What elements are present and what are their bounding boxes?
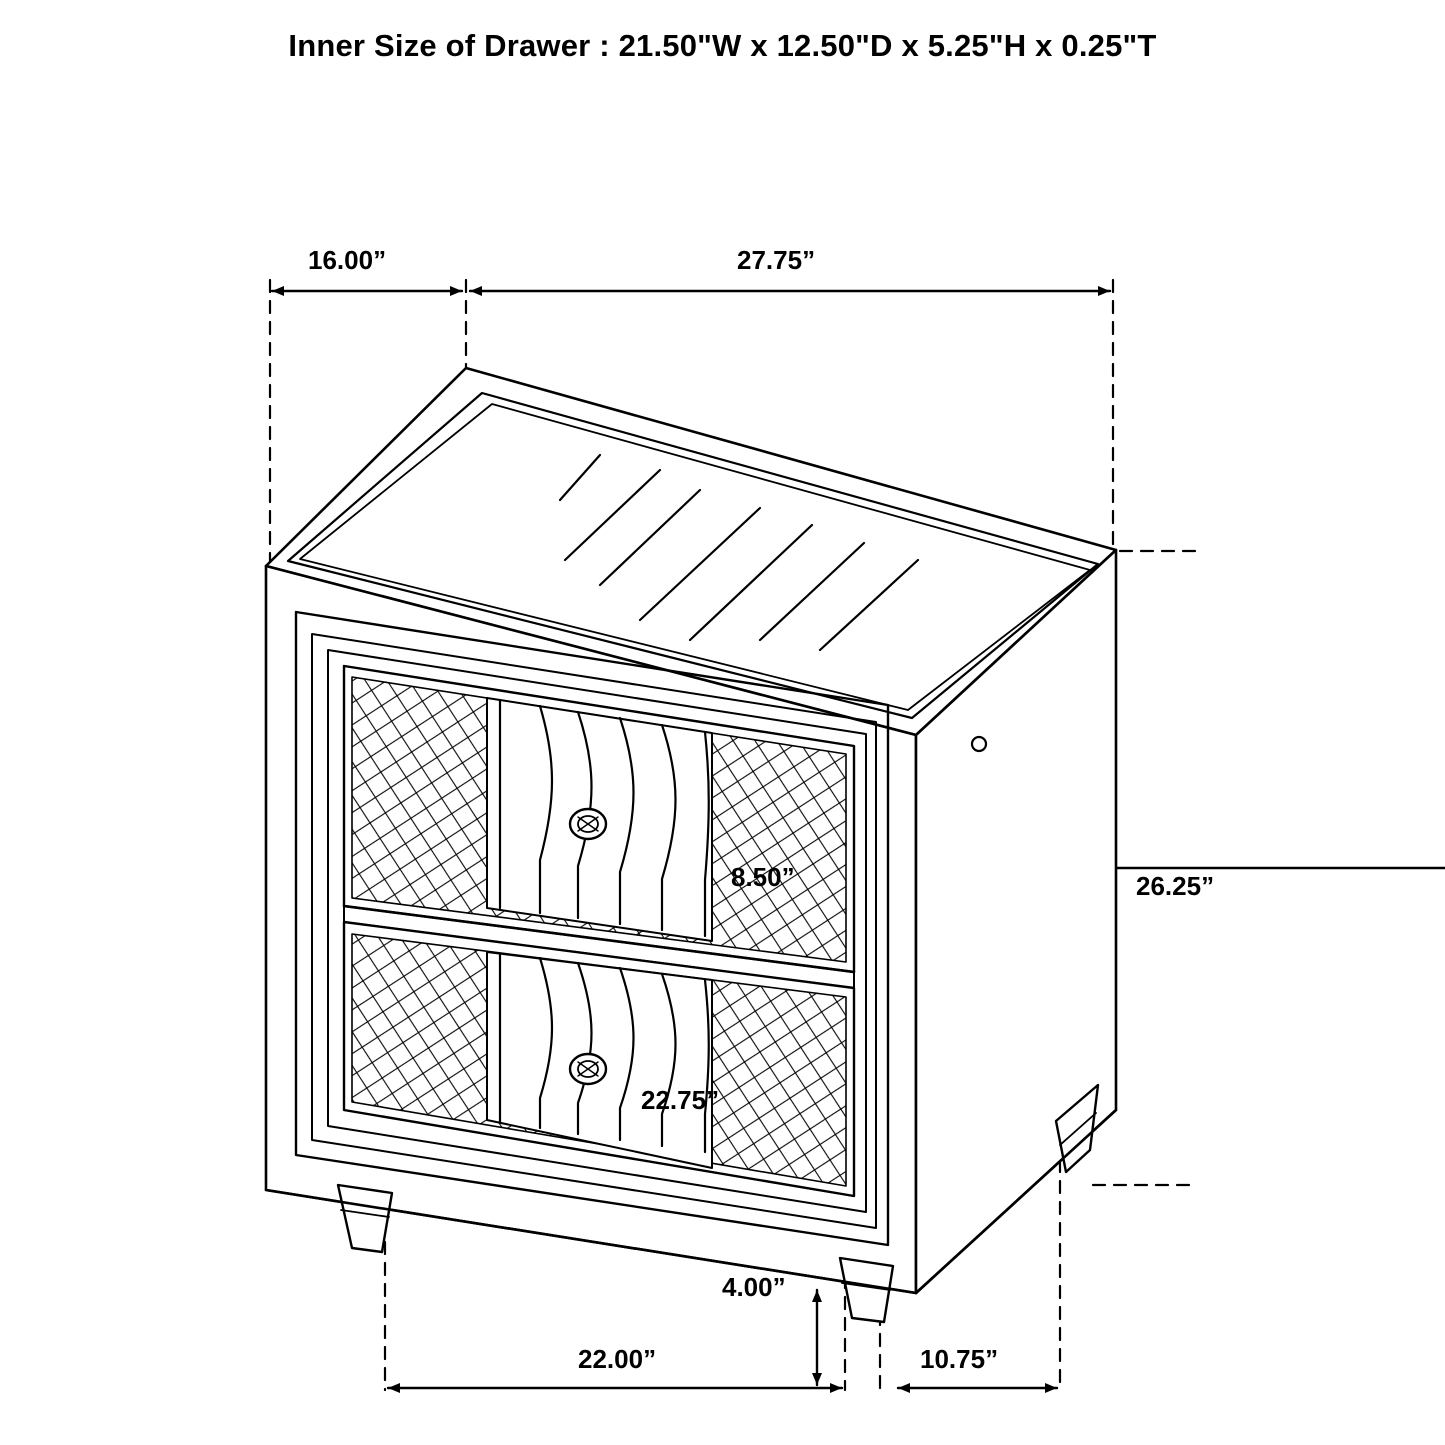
label-depth-top: 16.00” [308,245,387,275]
leg-front-right [840,1258,893,1322]
label-drawer-height: 8.50” [731,862,795,892]
label-height-side: 26.25” [1136,871,1215,901]
side-hole [972,737,986,751]
label-width-top: 27.75” [737,245,816,275]
page-title: Inner Size of Drawer : 21.50"W x 12.50"D x 5.25"H x 0.25"T [288,28,1157,63]
drawer-knob-upper [570,809,606,839]
label-leg-height: 4.00” [722,1272,786,1302]
leg-front-left [338,1185,392,1252]
label-front-width: 22.00” [578,1344,657,1374]
drawer-knob-lower [570,1054,606,1084]
label-drawer-width: 22.75” [641,1085,720,1115]
label-depth-bottom: 10.75” [920,1344,999,1374]
